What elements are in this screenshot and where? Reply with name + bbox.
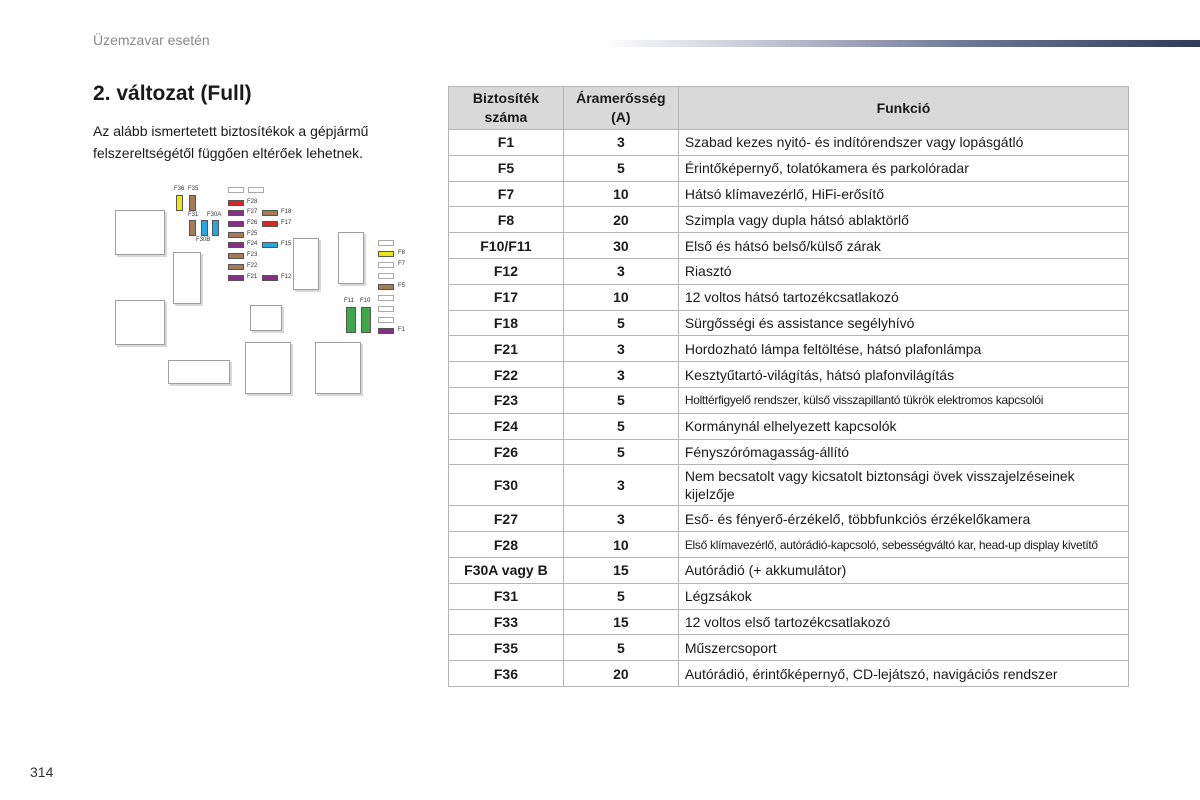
fuse-f31: [189, 220, 196, 236]
amperage-cell: 5: [563, 310, 678, 336]
fuse-number-cell: F17: [449, 284, 564, 310]
fuse-label: F27: [247, 209, 258, 215]
amperage-cell: 20: [563, 207, 678, 233]
table-row: [449, 439, 1129, 465]
function-cell: Szimpla vagy dupla hátsó ablaktörlő: [678, 207, 1128, 233]
table-row: [449, 557, 1129, 583]
fuse-number-cell: F26: [449, 439, 564, 465]
fuse-label: F5: [398, 283, 406, 289]
fuse-f30b: [212, 220, 219, 236]
fuse-label: F25: [247, 231, 258, 237]
amperage-cell: 3: [563, 465, 678, 506]
amperage-cell: 10: [563, 284, 678, 310]
function-cell: Szabad kezes nyitó- és indítórendszer vagy lopásgátló: [678, 130, 1128, 156]
fuse-number-cell: F35: [449, 635, 564, 661]
fuse-number-cell: F18: [449, 310, 564, 336]
diagram-block: [293, 238, 319, 290]
column-header-function: Funkció: [678, 87, 1128, 130]
fuse-number-cell: F5: [449, 155, 564, 181]
fuse-label: F24: [247, 241, 258, 247]
fuse-number-cell: F30A vagy B: [449, 557, 564, 583]
fuse-f21: [228, 275, 244, 281]
fuse-label: F30A: [207, 212, 222, 218]
fuse-label: F8: [398, 250, 406, 256]
fuse-f26: [228, 221, 244, 227]
table-row: [449, 207, 1129, 233]
amperage-cell: 3: [563, 130, 678, 156]
fuse-f36: [176, 195, 183, 211]
fuse-number-cell: F7: [449, 181, 564, 207]
table-row: [449, 413, 1129, 439]
diagram-block: [173, 252, 201, 304]
amperage-cell: 3: [563, 336, 678, 362]
header-gradient-bar: [600, 40, 1200, 47]
function-cell: 12 voltos első tartozékcsatlakozó: [678, 609, 1128, 635]
function-cell: Kesztyűtartó-világítás, hátsó plafonvilágítás: [678, 362, 1128, 388]
section-title: Üzemzavar esetén: [93, 32, 210, 48]
function-cell: Első klímavezérlő, autórádió-kapcsoló, sebességváltó kar, head-up display kivetítő: [678, 532, 1128, 558]
amperage-cell: 5: [563, 635, 678, 661]
fuse-number-cell: F21: [449, 336, 564, 362]
fuse-number-cell: F12: [449, 258, 564, 284]
fuse-f28: [228, 200, 244, 206]
fuse-empty: [378, 306, 394, 312]
table-header-row: [449, 87, 1129, 130]
fuse-f5: [378, 284, 394, 290]
table-row: [449, 387, 1129, 413]
fuse-label: F7: [398, 261, 406, 267]
diagram-block: [338, 232, 364, 284]
fuse-label: F12: [281, 274, 292, 280]
fuse-label: F15: [281, 241, 292, 247]
fuse-label: F18: [281, 209, 292, 215]
fuse-f7: [378, 262, 394, 268]
amperage-cell: 15: [563, 557, 678, 583]
amperage-cell: 5: [563, 583, 678, 609]
fuse-empty: [378, 240, 394, 246]
diagram-block: [245, 342, 291, 394]
table-row: [449, 583, 1129, 609]
diagram-block: [115, 300, 165, 345]
fuse-number-cell: F22: [449, 362, 564, 388]
fuse-empty: [228, 187, 244, 193]
variant-title: 2. változat (Full): [93, 82, 252, 105]
fuse-number-cell: F28: [449, 532, 564, 558]
amperage-cell: 5: [563, 413, 678, 439]
function-cell: Sürgősségi és assistance segélyhívó: [678, 310, 1128, 336]
fuse-empty: [378, 295, 394, 301]
fuse-number-cell: F23: [449, 387, 564, 413]
fuse-label: F11: [344, 298, 354, 304]
diagram-block: [168, 360, 230, 384]
function-cell: Autórádió (+ akkumulátor): [678, 557, 1128, 583]
table-row: [449, 532, 1129, 558]
fuse-f22: [228, 264, 244, 270]
fuse-f1: [378, 328, 394, 334]
column-header-fuse-number: Biztosíték száma: [449, 87, 564, 130]
function-cell: 12 voltos hátsó tartozékcsatlakozó: [678, 284, 1128, 310]
function-cell: Kormánynál elhelyezett kapcsolók: [678, 413, 1128, 439]
fuse-f12: [262, 275, 278, 281]
fuse-label: F30B: [196, 237, 211, 243]
diagram-block: [250, 305, 282, 331]
table-row: [449, 635, 1129, 661]
fuse-number-cell: F24: [449, 413, 564, 439]
table-row: [449, 336, 1129, 362]
fuse-label: F1: [398, 327, 406, 333]
fuse-label: F36: [174, 186, 185, 192]
table-row: [449, 181, 1129, 207]
amperage-cell: 10: [563, 532, 678, 558]
amperage-cell: 5: [563, 155, 678, 181]
diagram-block: [315, 342, 361, 394]
function-cell: Műszercsoport: [678, 635, 1128, 661]
amperage-cell: 10: [563, 181, 678, 207]
fuse-f24: [228, 242, 244, 248]
amperage-cell: 20: [563, 661, 678, 687]
function-cell: Nem becsatolt vagy kicsatolt biztonsági övek visszajelzéseinek kijelzője: [678, 465, 1128, 506]
fuse-f8: [378, 251, 394, 257]
table-row: [449, 258, 1129, 284]
table-row: [449, 155, 1129, 181]
table-row: [449, 609, 1129, 635]
fuse-empty: [378, 273, 394, 279]
table-row: [449, 465, 1129, 506]
function-cell: Holttérfigyelő rendszer, külső visszapillantó tükrök elektromos kapcsolói: [678, 387, 1128, 413]
amperage-cell: 3: [563, 258, 678, 284]
fuse-label: F23: [247, 252, 258, 258]
fuse-f35: [189, 195, 196, 211]
fuse-number-cell: F31: [449, 583, 564, 609]
fuse-label: F10: [360, 298, 371, 304]
fuse-label: F17: [281, 220, 292, 226]
fuse-f27: [228, 210, 244, 216]
fuse-label: F22: [247, 263, 258, 269]
fuse-label: F28: [247, 199, 258, 205]
amperage-cell: 30: [563, 233, 678, 259]
table-row: [449, 130, 1129, 156]
amperage-cell: 3: [563, 506, 678, 532]
fuse-f25: [228, 232, 244, 238]
function-cell: Eső- és fényerő-érzékelő, többfunkciós érzékelőkamera: [678, 506, 1128, 532]
fuse-number-cell: F27: [449, 506, 564, 532]
function-cell: Fényszórómagasság-állító: [678, 439, 1128, 465]
table-row: [449, 362, 1129, 388]
amperage-cell: 3: [563, 362, 678, 388]
function-cell: Légzsákok: [678, 583, 1128, 609]
function-cell: Első és hátsó belső/külső zárak: [678, 233, 1128, 259]
fuse-number-cell: F36: [449, 661, 564, 687]
intro-text: Az alább ismertetett biztosítékok a gépjármű felszereltségétől függően eltérőek lehetnek.: [93, 123, 369, 161]
fuse-number-cell: F8: [449, 207, 564, 233]
fuse-f10: [361, 307, 371, 333]
function-cell: Hátsó klímavezérlő, HiFi-erősítő: [678, 181, 1128, 207]
amperage-cell: 5: [563, 387, 678, 413]
table-row: [449, 506, 1129, 532]
table-row: [449, 310, 1129, 336]
fuse-box-diagram: [108, 180, 413, 405]
table-row: [449, 233, 1129, 259]
fuse-label: F31: [188, 212, 199, 218]
fuse-f15: [262, 242, 278, 248]
fuse-label: F21: [247, 274, 258, 280]
fuse-f18: [262, 210, 278, 216]
table-row: [449, 661, 1129, 687]
function-cell: Autórádió, érintőképernyő, CD-lejátszó, navigációs rendszer: [678, 661, 1128, 687]
fuse-label: F26: [247, 220, 258, 226]
page-number: 314: [30, 764, 54, 780]
column-header-amperage: Áramerősség (A): [563, 87, 678, 130]
diagram-block: [115, 210, 165, 255]
fuse-f30a: [201, 220, 208, 236]
fuse-f17: [262, 221, 278, 227]
fuse-empty: [248, 187, 264, 193]
function-cell: Hordozható lámpa feltöltése, hátsó plafonlámpa: [678, 336, 1128, 362]
fuse-number-cell: F30: [449, 465, 564, 506]
fuse-label: F35: [188, 186, 199, 192]
table-row: [449, 284, 1129, 310]
fuse-table: [448, 86, 1129, 687]
function-cell: Érintőképernyő, tolatókamera és parkolóradar: [678, 155, 1128, 181]
amperage-cell: 15: [563, 609, 678, 635]
function-cell: Riasztó: [678, 258, 1128, 284]
fuse-number-cell: F33: [449, 609, 564, 635]
amperage-cell: 5: [563, 439, 678, 465]
fuse-empty: [378, 317, 394, 323]
fuse-f23: [228, 253, 244, 259]
fuse-number-cell: F1: [449, 130, 564, 156]
fuse-f11: [346, 307, 356, 333]
fuse-number-cell: F10/F11: [449, 233, 564, 259]
